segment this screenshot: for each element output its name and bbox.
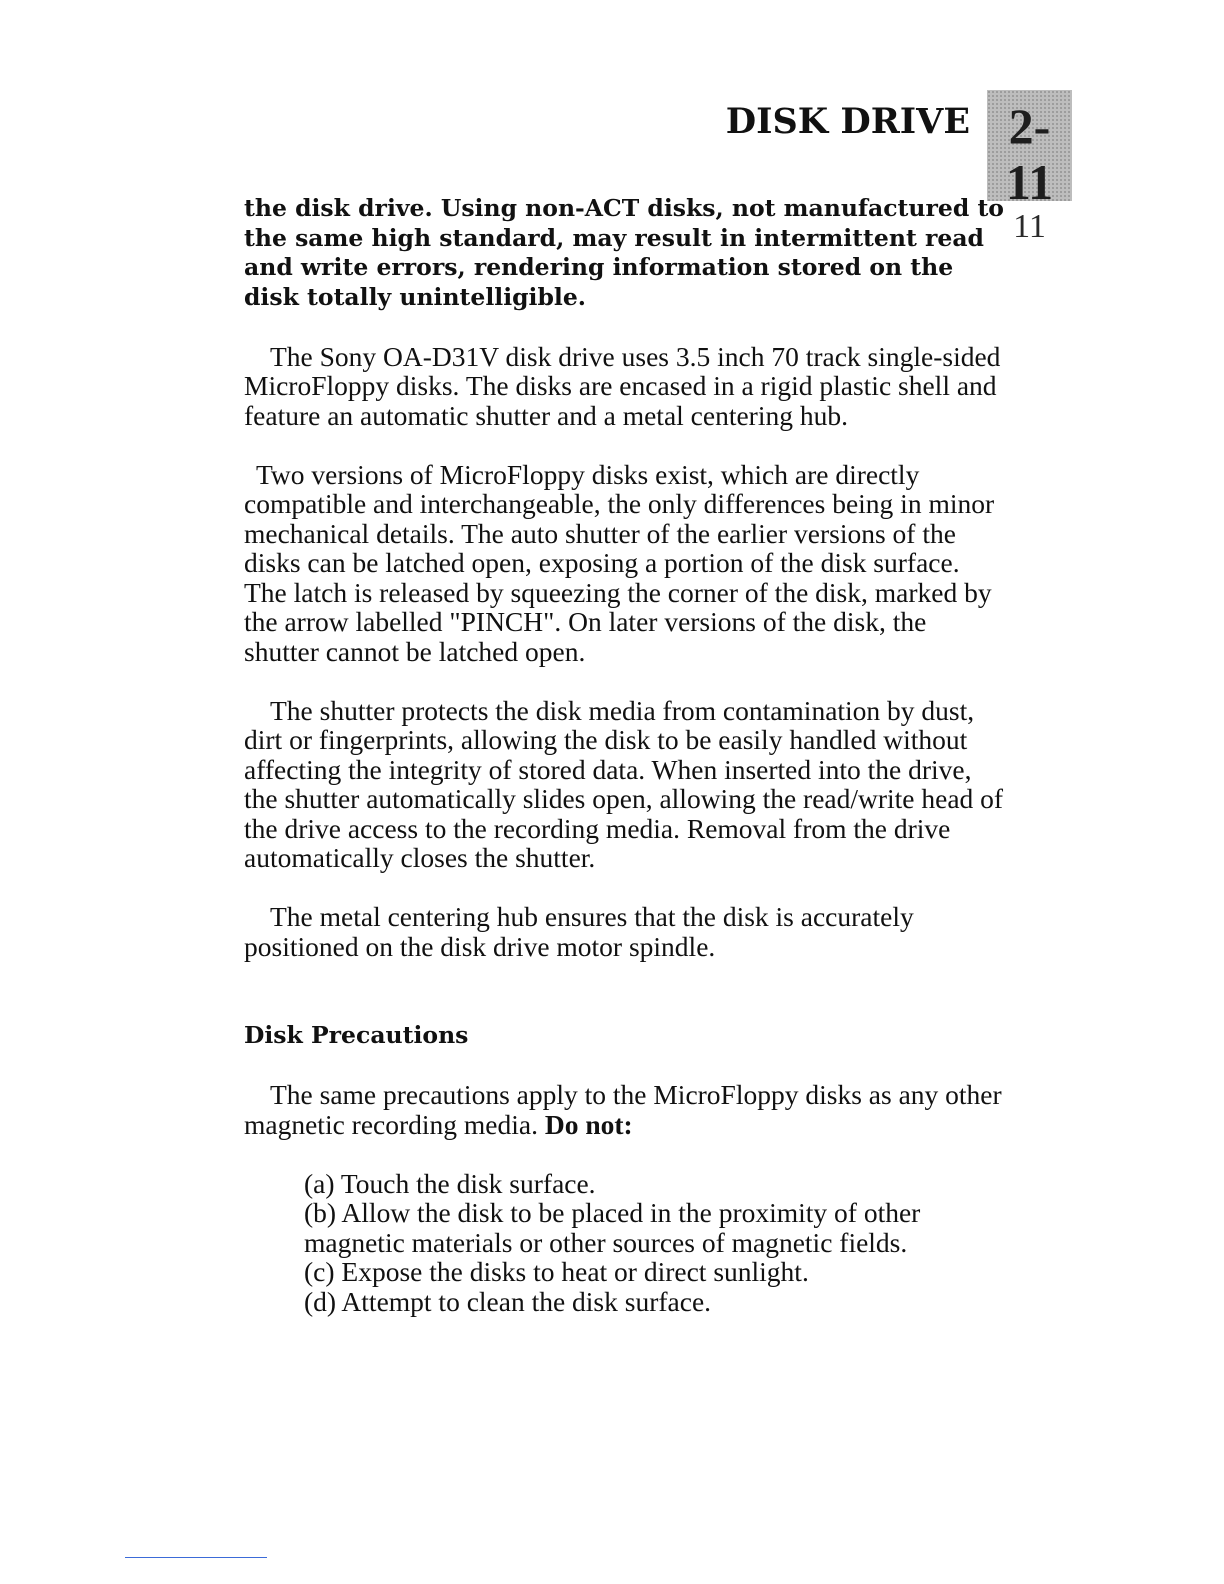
- page-number-sub: 11: [1013, 208, 1046, 245]
- list-item: (c) Expose the disks to heat or direct sunlight.: [304, 1256, 809, 1287]
- page-number-main: 2-11: [1005, 98, 1054, 210]
- footer-rule: [125, 1557, 267, 1558]
- precautions-lead: [244, 1080, 1004, 1139]
- precautions-lead-bold: Do not:: [544, 1108, 633, 1140]
- page-body: [244, 194, 1004, 1316]
- list-item: (b) Allow the disk to be placed in the proximity of other magnetic materials or other sources of magnetic fields.: [304, 1197, 921, 1258]
- page-number-tab: [987, 90, 1072, 245]
- section-heading: Disk Precautions: [244, 1021, 469, 1049]
- body-paragraph-drive: The Sony OA-D31V disk drive uses 3.5 inch 70 track single-sided MicroFloppy disks. The disks are encased in a rigid plastic shell and feature an automatic shutter and a metal centering hub.: [244, 340, 1001, 431]
- list-item: (a) Touch the disk surface.: [304, 1167, 596, 1199]
- precautions-lead-text: The same precautions apply to the MicroFloppy disks as any other magnetic recording media.: [244, 1079, 1002, 1140]
- precautions-list: [244, 1169, 1004, 1317]
- page-title: DISK DRIVE: [725, 101, 970, 142]
- body-paragraph-shutter: The shutter protects the disk media from contamination by dust, dirt or fingerprints, allowing the disk to be easily handled without affecting the integrity of stored data. When inserted into the drive, the shutter automatically slides open, allowing the read/write head of the drive access to the recording media. Removal from the drive automatically closes the shutter.: [244, 694, 1004, 873]
- intro-paragraph: the disk drive. Using non-ACT disks, not manufactured to the same high standard, may result in intermittent read and write errors, rendering information stored on the disk totally unintelligible.: [244, 194, 1004, 311]
- body-paragraph-hub: The metal centering hub ensures that the disk is accurately positioned on the disk drive motor spindle.: [244, 901, 914, 962]
- list-item: (d) Attempt to clean the disk surface.: [304, 1285, 712, 1317]
- body-paragraph-versions: Two versions of MicroFloppy disks exist, which are directly compatible and interchangeable, the only differences being in minor mechanical details. The auto shutter of the earlier versions of the disks can be latched open, exposing a portion of the disk surface. The latch is released by squeezing the corner of the disk, marked by the arrow labelled "PINCH". On later versions of the disk, the shutter cannot be latched open.: [244, 458, 995, 667]
